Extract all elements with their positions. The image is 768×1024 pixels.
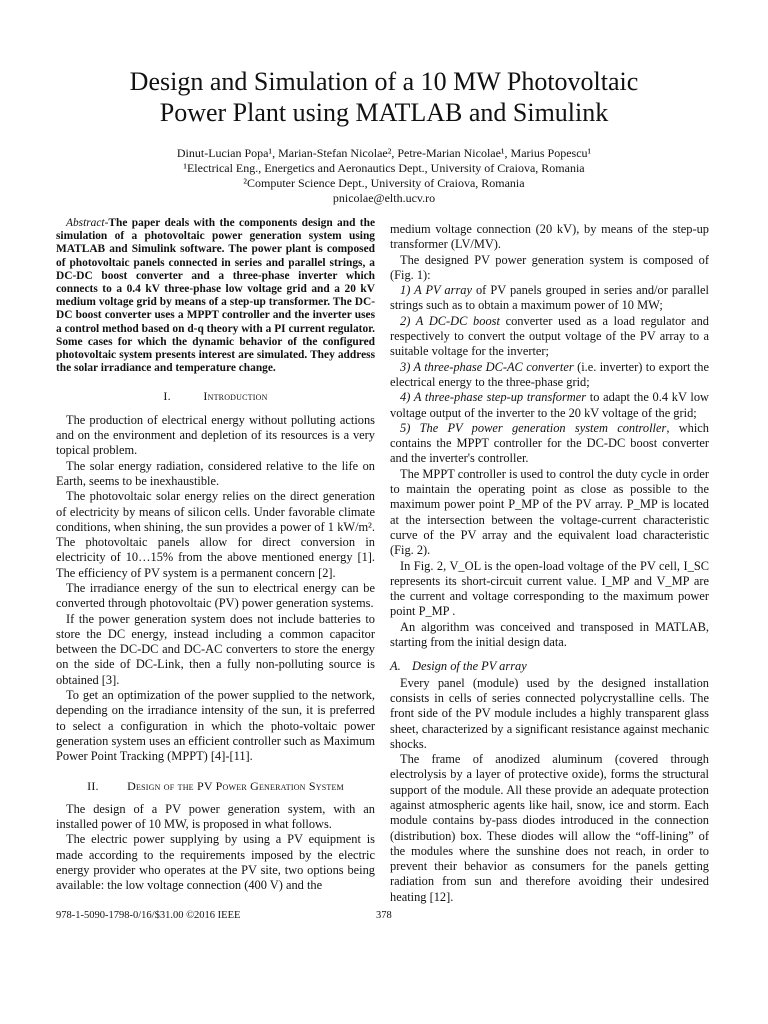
footer-isbn: 978-1-5090-1798-0/16/$31.00 ©2016 IEEE	[56, 910, 241, 921]
paragraph: The electric power supplying by using a PV equipment is made according to the requirements imposed by the electric energy provider who operates at the PV site, two options being available: the low voltage connection (400 V) and the	[56, 832, 375, 893]
affiliation-1: ¹Electrical Eng., Energetics and Aeronautics Dept., University of Craiova, Romania	[183, 161, 585, 175]
paragraph: medium voltage connection (20 kV), by means of the step-up transformer (LV/MV).	[390, 222, 709, 252]
list-item	[390, 283, 709, 314]
author-names: Dinut-Lucian Popa¹, Marian-Stefan Nicolae², Petre-Marian Nicolae¹, Marius Popescu¹	[176, 146, 592, 160]
author-email: pnicolae@elth.ucv.ro	[332, 191, 436, 205]
paragraph: The frame of anodized aluminum (covered through electrolysis by a layer of protective oxide), forms the structural support of the module. All these provide an adequate protection against atmospheric agents like hail, snow, ice and storm. Each module contains by-pass diodes introduced in the connection (distribution) box. These diodes will allow the “off-lining” of the modules where the sunshine does not reach, in order to prevent their behavior as consumers for the panels getting radiation from sun and therefore avoiding their undesired heating [12].	[390, 752, 709, 904]
author-block	[40, 146, 728, 206]
affiliation-2: ²Computer Science Dept., University of Craiova, Romania	[243, 176, 525, 190]
paragraph: In Fig. 2, V_OL is the open-load voltage of the PV cell, I_SC represents its short-circuit current value. I_MP and V_MP are the current and voltage corresponding to the maximum power point P_MP .	[390, 558, 709, 619]
paragraph: The MPPT controller is used to control the duty cycle in order to maintain the operating point as close as possible to the maximum power point P_MP of the PV array. P_MP is located at the intersection between the voltage-current characteristic curve of the PV array and the equivalent load characteristic (Fig. 2).	[390, 466, 709, 558]
list-item-text: (i.e. inverter) to export the electrical energy to the three-phase grid;	[390, 359, 709, 389]
abstract-lead: Abstract-	[66, 217, 109, 229]
subsection-heading	[390, 659, 709, 674]
paragraph: The design of a PV power generation system, with an installed power of 10 MW, is proposed in what follows.	[56, 801, 375, 832]
section-heading-introduction	[56, 389, 375, 404]
abstract	[56, 217, 375, 375]
paragraph: The solar energy radiation, considered relative to the life on Earth, seems to be inexhaustible.	[56, 458, 375, 488]
left-column	[56, 217, 375, 894]
paragraph: The photovoltaic solar energy relies on the direct generation of electricity by means of silicon cells. Under favorable climate conditions, when shining, the sun provides a power of 1 kW/m². The photovoltaic panels allow for direct conversion in electricity of 10…15% from the above mentioned energy [1]. The efficiency of PV system is a permanent concern [2].	[56, 489, 375, 580]
list-item-term: 3) A three-phase DC-AC converter	[400, 359, 574, 374]
subsection-number: A.	[390, 659, 401, 674]
section-title: Introduction	[203, 389, 268, 404]
list-item-text: converter used as a load regulator and respectively to convert the output voltage of the PV array to a suitable voltage for the inverter;	[390, 313, 709, 359]
list-item	[390, 390, 709, 421]
section-number: I.	[163, 389, 171, 404]
list-item-text: to adapt the 0.4 kV low voltage output of the inverter to the 20 kV voltage of the grid;	[390, 390, 709, 420]
paper-title	[40, 66, 728, 128]
abstract-text: The paper deals with the components design and the simulation of a photovoltaic power generation system using MATLAB and Simulink software. The power plant is composed of photovoltaic panels connected in series and parallel strings, a DC-DC boost converter and a three-phase inverter which connects to a 0.4 kV three-phase low voltage grid and a 20 kV medium voltage grid by means of a step-up transformer. The DC-DC boost converter uses a MPPT controller and the inverter uses a control method based on d-q theory with a PI current regulator. Some cases for which the dynamic behavior of the configured photovoltaic system presents interest are simulated. They address the solar irradiance and temperature change.	[56, 217, 375, 375]
paragraph: An algorithm was conceived and transposed in MATLAB, starting from the initial design data.	[390, 619, 709, 650]
subsection-title: Design of the PV array	[412, 659, 527, 674]
page-number: 378	[376, 910, 392, 921]
paragraph: The designed PV power generation system is composed of (Fig. 1):	[390, 252, 709, 282]
list-item	[390, 314, 709, 360]
list-item-term: 4) A three-phase step-up transformer	[400, 390, 587, 405]
list-item-term: 1) A PV array	[400, 283, 472, 298]
list-item	[390, 360, 709, 391]
list-item-text: , which contains the MPPT controller for the DC-DC boost converter and the inverter's controller.	[390, 420, 709, 466]
right-column	[390, 222, 709, 905]
list-item-term: 2) A DC-DC boost	[400, 313, 500, 328]
section-number: II.	[87, 778, 99, 793]
list-item-text: of PV panels grouped in series and/or parallel strings such as to obtain a maximum power of 10 MW;	[390, 283, 709, 313]
paragraph: To get an optimization of the power supplied to the network, depending on the irradiance intensity of the sun, it is preferred to select a configuration in which the photo-voltaic power generation system uses an efficient controller such as Maximum Power Point Tracking (MPPT) [4]-[11].	[56, 688, 375, 764]
list-item-term: 5) The PV power generation system controller	[400, 420, 667, 435]
title-line-2: Power Plant using MATLAB and Simulink	[159, 98, 609, 127]
paragraph: If the power generation system does not include batteries to store the DC energy, instead including a common capacitor between the DC-DC and DC-AC converters to store the energy on the side of DC-Link, then a fully non-polluting source is obtained [3].	[56, 611, 375, 687]
paragraph: The irradiance energy of the sun to electrical energy can be converted through photovoltaic (PV) power generation systems.	[56, 581, 375, 611]
section-title: Design of the PV Power Generation System	[127, 778, 344, 793]
section-heading-design	[56, 779, 375, 794]
list-item	[390, 421, 709, 467]
title-line-1: Design and Simulation of a 10 MW Photovoltaic	[129, 67, 639, 96]
paragraph: The production of electrical energy without polluting actions and on the environment and depletion of its resources is a very topical problem.	[56, 412, 375, 458]
paragraph: Every panel (module) used by the designed installation consists in cells of series connected polycrystalline cells. The front side of the PV module includes a highly transparent glass sheet, characterized by a significant resistance against mechanic shocks.	[390, 675, 709, 751]
